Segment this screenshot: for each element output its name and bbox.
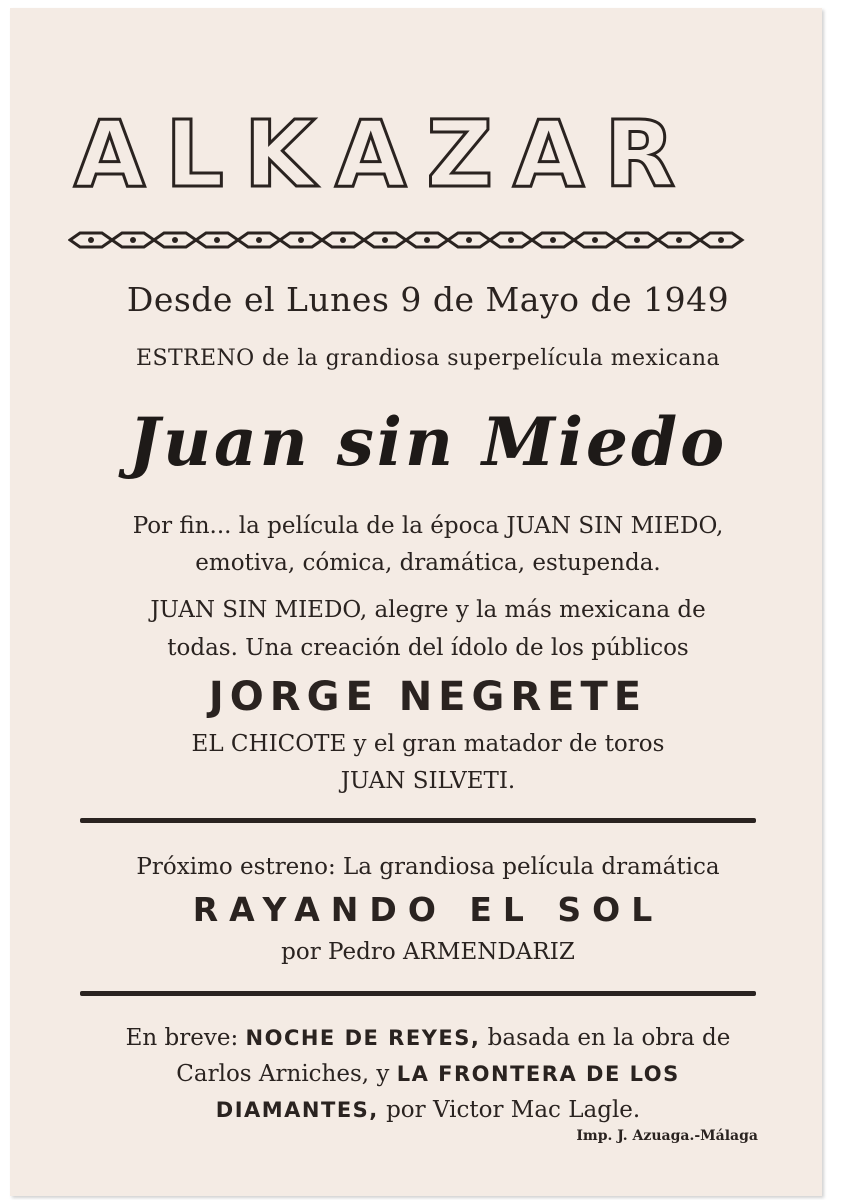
film-title: Juan sin Miedo <box>128 403 728 481</box>
coming-soon-prefix: En breve: <box>125 1025 246 1051</box>
theater-name: ALKAZAR <box>74 101 696 208</box>
description-line-3: JUAN SIN MIEDO, alegre y la más mexicana de <box>150 597 706 623</box>
upcoming-film-title: RAYANDO EL SOL <box>192 890 664 929</box>
cast-line-1: EL CHICOTE y el gran matador de toros <box>191 731 665 757</box>
divider-rule <box>80 991 756 996</box>
date-line: Desde el Lunes 9 de Mayo de 1949 <box>126 280 730 319</box>
coming-soon-text-1: basada en la obra de <box>480 1025 731 1051</box>
divider-rule <box>80 818 756 823</box>
upcoming-film-actor: por Pedro ARMENDARIZ <box>281 939 575 965</box>
premiere-line: ESTRENO de la grandiosa superpelícula mexicana <box>136 346 720 371</box>
coming-soon-text-3: por Victor Mac Lagle. <box>378 1097 641 1123</box>
star-name: JORGE NEGRETE <box>208 674 648 720</box>
printer-credit: Imp. J. Azuaga.-Málaga <box>576 1128 758 1144</box>
coming-soon-line-3 <box>0 1094 856 1127</box>
cast-line-2: JUAN SILVETI. <box>340 768 516 794</box>
ornament-divider <box>68 230 750 250</box>
coming-soon-line-2 <box>0 1058 856 1091</box>
description-line-1: Por fin... la película de la época JUAN SIN MIEDO, <box>132 513 724 539</box>
coming-soon-title-2b: DIAMANTES, <box>215 1098 379 1122</box>
coming-soon-title-1: NOCHE DE REYES, <box>245 1026 481 1050</box>
coming-soon-title-2a: LA FRONTERA DE LOS <box>396 1062 680 1086</box>
coming-soon-text-2: Carlos Arniches, y <box>176 1061 397 1087</box>
upcoming-line: Próximo estreno: La grandiosa película dramática <box>136 854 720 880</box>
coming-soon-line-1 <box>0 1022 856 1055</box>
description-line-2: emotiva, cómica, dramática, estupenda. <box>195 550 661 576</box>
description-line-4: todas. Una creación del ídolo de los públicos <box>167 635 689 661</box>
